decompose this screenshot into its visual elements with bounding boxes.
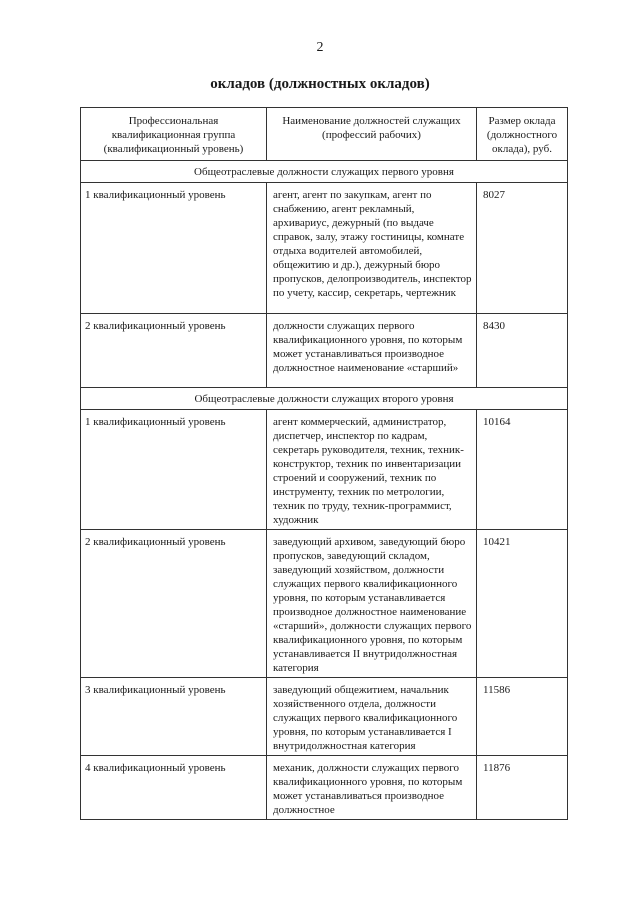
qualification-level: 1 квалификационный уровень — [81, 410, 267, 530]
salary-value: 8027 — [477, 183, 568, 314]
table-row — [81, 678, 568, 756]
salary-value: 10164 — [477, 410, 568, 530]
salary-value: 11586 — [477, 678, 568, 756]
table-row — [81, 756, 568, 820]
position-list: заведующий общежитием, начальник хозяйственного отдела, должности служащих первого квалификационного уровня, по которым устанавливается I внутридолжностная категория — [267, 678, 477, 756]
header-salary — [477, 108, 568, 161]
table-row — [81, 530, 568, 678]
document-title: окладов (должностных окладов) — [210, 76, 430, 92]
salary-value: 10421 — [477, 530, 568, 678]
group-row-first-level — [81, 161, 568, 183]
position-list: механик, должности служащих первого квалификационного уровня, по которым может устанавливаться производное должностное — [267, 756, 477, 820]
page-number: 2 — [316, 40, 324, 55]
table-row — [81, 314, 568, 388]
position-list: агент коммерческий, администратор, диспетчер, инспектор по кадрам, секретарь руководителя, техник, техник-конструктор, техник по инвентаризации строений и сооружений, техник по инструменту, техник по метрологии, техник по труду, техник-программист, художник — [267, 410, 477, 530]
qualification-level: 3 квалификационный уровень — [81, 678, 267, 756]
group-title: Общеотраслевые должности служащих второго уровня — [81, 388, 568, 410]
group-title: Общеотраслевые должности служащих первого уровня — [81, 161, 568, 183]
header-qualification-group — [81, 108, 267, 161]
position-list: заведующий архивом, заведующий бюро пропусков, заведующий складом, заведующий хозяйством, должности служащих первого квалификационного уровня, по которым устанавливается производное должностное наименование «старший», должности служащих первого квалификационного уровня, по которым устанавливается II внутридолжностная категория — [267, 530, 477, 678]
qualification-level: 2 квалификационный уровень — [81, 314, 267, 388]
position-list: должности служащих первого квалификационного уровня, по которым может устанавливаться производное должностное наименование «старший» — [267, 314, 477, 388]
qualification-level: 2 квалификационный уровень — [81, 530, 267, 678]
qualification-level: 4 квалификационный уровень — [81, 756, 267, 820]
header-qualification-group-label: Профессиональная квалификационная группа (квалификационный уровень) — [103, 115, 244, 155]
table-header-row — [81, 108, 568, 161]
header-salary-label: Размер оклада (должностного оклада), руб. — [486, 115, 558, 155]
salary-table — [80, 107, 568, 820]
header-position-names-label: Наименование должностей служащих (профессий рабочих) — [282, 115, 461, 141]
salary-value: 11876 — [477, 756, 568, 820]
qualification-level: 1 квалификационный уровень — [81, 183, 267, 314]
position-list: агент, агент по закупкам, агент по снабжению, агент рекламный, архивариус, дежурный (по выдаче справок, залу, этажу гостиницы, комнате отдыха водителей автомобилей, общежитию и др.), дежурный бюро пропусков, делопроизводитель, инспектор по учету, кассир, секретарь, чертежник — [267, 183, 477, 314]
table-row — [81, 410, 568, 530]
table-row — [81, 183, 568, 314]
salary-value: 8430 — [477, 314, 568, 388]
header-position-names — [267, 108, 477, 161]
group-row-second-level — [81, 388, 568, 410]
